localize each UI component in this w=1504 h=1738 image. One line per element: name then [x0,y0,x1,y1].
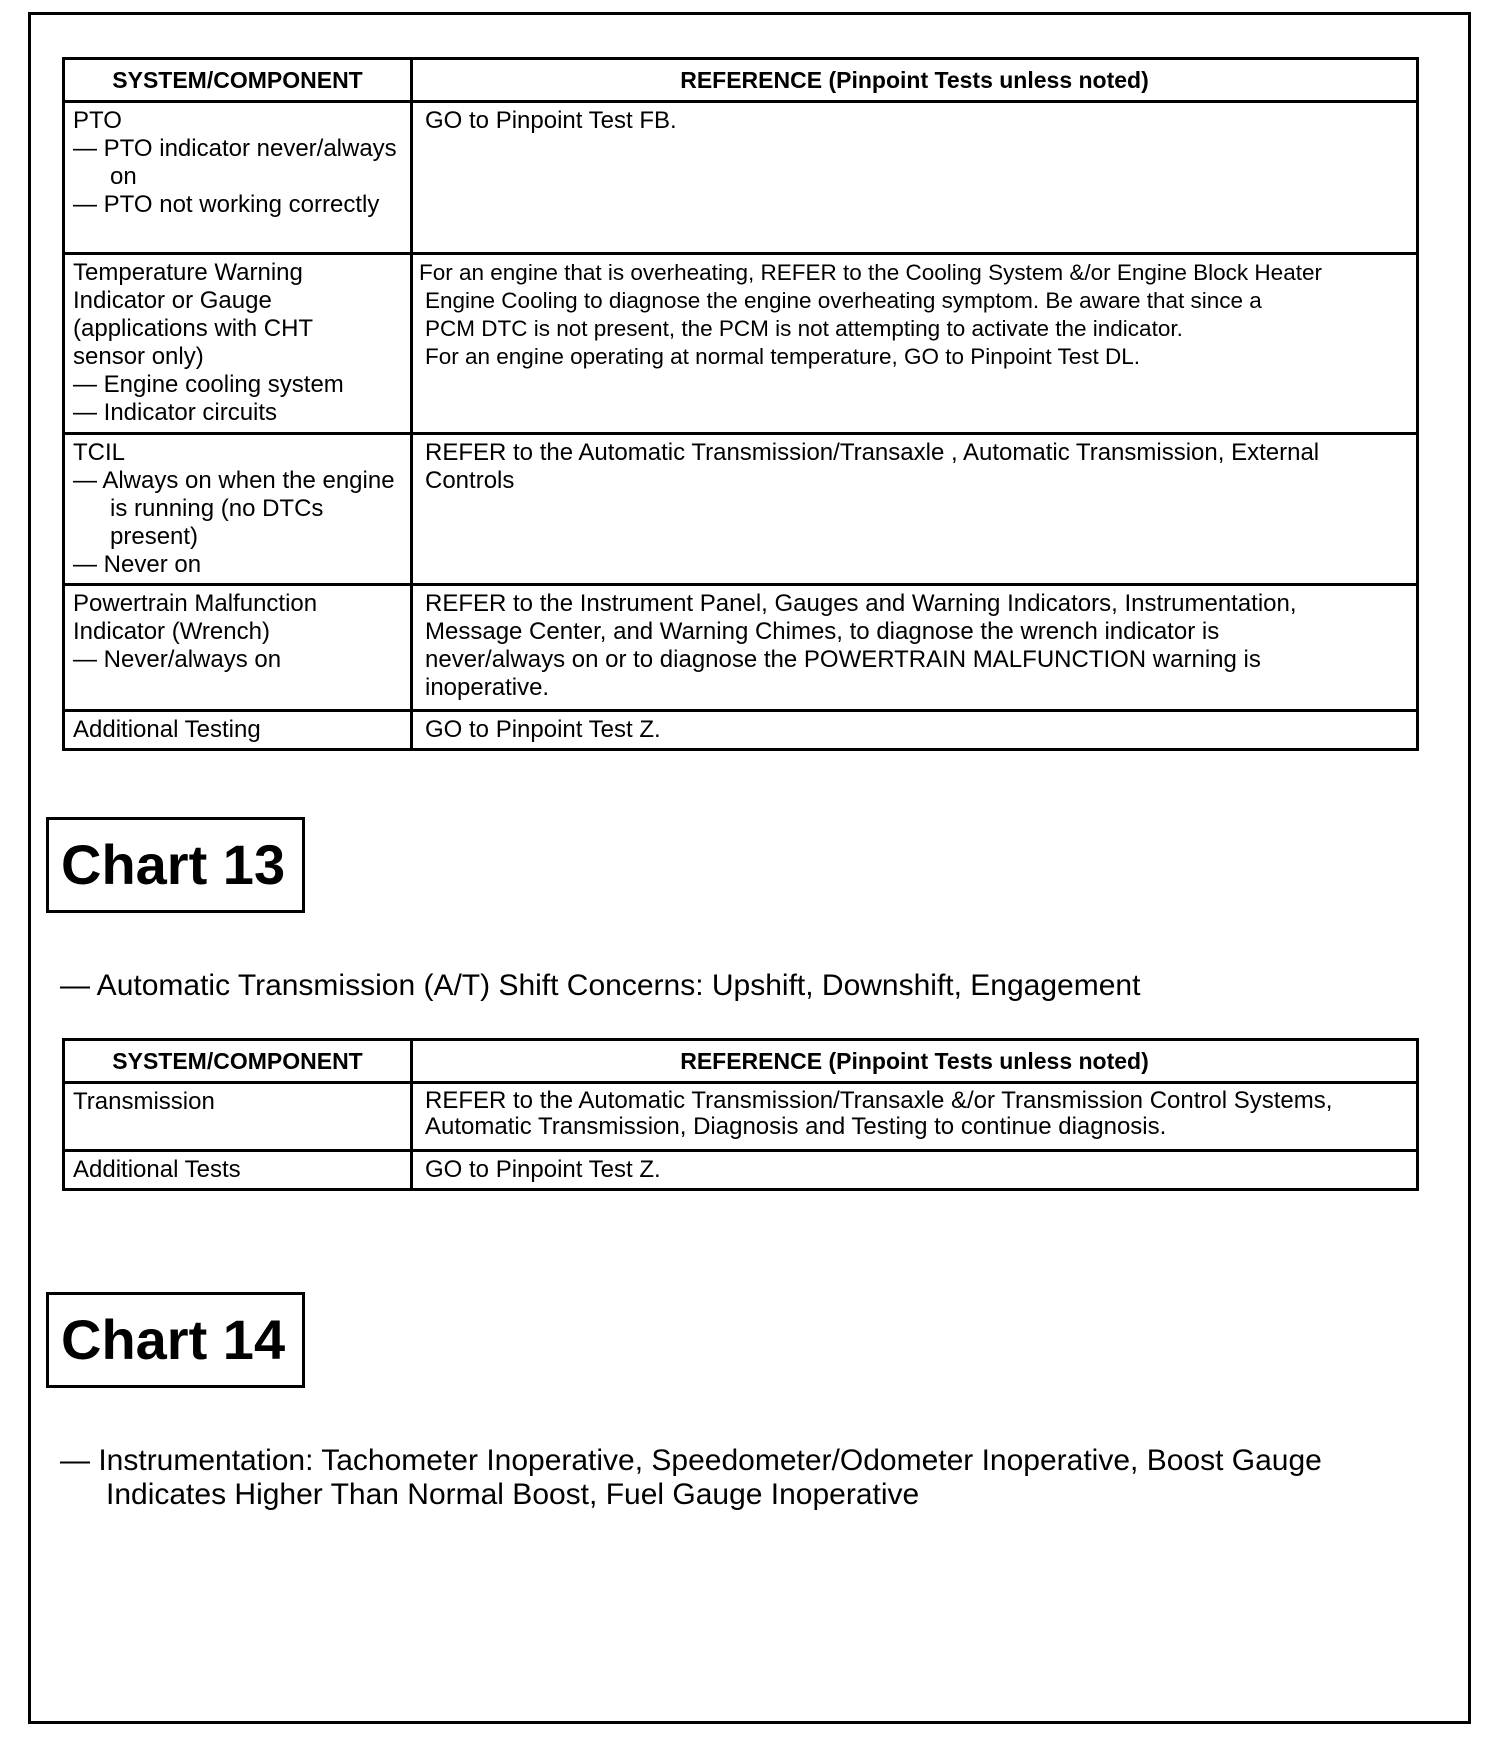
column-header-component: SYSTEM/COMPONENT [64,59,412,102]
reference-cell [412,585,1418,711]
reference-line: never/always on or to diagnose the POWERTRAIN MALFUNCTION warning is [425,646,1261,673]
reference-line: inoperative. [425,674,550,701]
reference-line: REFER to the Automatic Transmission/Transaxle &/or Transmission Control Systems, [425,1087,1333,1114]
reference-line: For an engine that is overheating, REFER to the Cooling System &/or Engine Block Heater [419,260,1322,285]
component-item: — Always on when the engine is running (no DTCs present) [73,467,395,550]
column-header-reference: REFERENCE (Pinpoint Tests unless noted) [412,59,1418,102]
table-row [64,254,1418,434]
component-title: Indicator or Gauge [73,287,272,314]
table-row [64,434,1418,585]
component-title: Additional Testing [73,716,261,743]
table-row [64,1151,1418,1190]
reference-cell [412,1151,1418,1190]
component-item: — Never on [73,551,202,578]
component-cell [64,102,412,254]
component-title: PTO [73,107,122,134]
component-item: — Indicator circuits [73,399,278,426]
reference-line: REFER to the Instrument Panel, Gauges and Warning Indicators, Instrumentation, [425,590,1297,617]
table-row [64,1083,1418,1151]
component-cell [64,254,412,434]
reference-line: GO to Pinpoint Test Z. [425,1156,661,1183]
component-cell [64,711,412,750]
component-cell [64,1083,412,1151]
reference-line: GO to Pinpoint Test Z. [425,716,661,743]
table-header-row [64,1040,1418,1083]
chart-13-title: Chart 13 [46,817,305,913]
component-title: (applications with CHT [73,315,314,342]
chart-14-title: Chart 14 [46,1292,305,1388]
reference-line: REFER to the Automatic Transmission/Transaxle , Automatic Transmission, External [425,439,1320,466]
reference-cell [412,254,1418,434]
component-title: Additional Tests [73,1156,241,1183]
reference-line: For an engine operating at normal temperature, GO to Pinpoint Test DL. [425,344,1140,369]
reference-line: GO to Pinpoint Test FB. [425,107,677,134]
table-row [64,711,1418,750]
column-header-component: SYSTEM/COMPONENT [64,1040,412,1083]
component-item: — Never/always on [73,646,282,673]
reference-line: Engine Cooling to diagnose the engine overheating symptom. Be aware that since a [425,288,1262,313]
table-header-row [64,59,1418,102]
column-header-reference: REFERENCE (Pinpoint Tests unless noted) [412,1040,1418,1083]
table-row [64,102,1418,254]
reference-cell [412,102,1418,254]
chart-13-description: — Automatic Transmission (A/T) Shift Concerns: Upshift, Downshift, Engagement [60,969,1141,1002]
reference-cell [412,1083,1418,1151]
component-title: sensor only) [73,343,204,370]
component-title: Temperature Warning [73,259,303,286]
component-title: Indicator (Wrench) [73,618,270,645]
reference-cell [412,711,1418,750]
component-cell [64,1151,412,1190]
component-title: TCIL [73,439,126,466]
component-title: Transmission [73,1088,215,1115]
reference-cell [412,434,1418,585]
component-cell [64,434,412,585]
table-row [64,585,1418,711]
component-item: — PTO not working correctly [73,191,380,218]
component-item: — Engine cooling system [73,371,344,398]
component-title: Powertrain Malfunction [73,590,318,617]
chart-14-description: — Instrumentation: Tachometer Inoperative, Speedometer/Odometer Inoperative, Boost Gauge Indicates Higher Than Normal Boost, Fuel Gauge Inoperative [60,1444,1322,1511]
reference-line: PCM DTC is not present, the PCM is not attempting to activate the indicator. [425,316,1183,341]
reference-line: Controls [425,467,515,494]
reference-table-2 [62,1038,1419,1191]
component-item: — PTO indicator never/always on [73,135,397,190]
component-cell [64,585,412,711]
reference-line: Message Center, and Warning Chimes, to diagnose the wrench indicator is [425,618,1220,645]
reference-table-1 [62,57,1419,751]
reference-line: Automatic Transmission, Diagnosis and Testing to continue diagnosis. [425,1113,1167,1140]
